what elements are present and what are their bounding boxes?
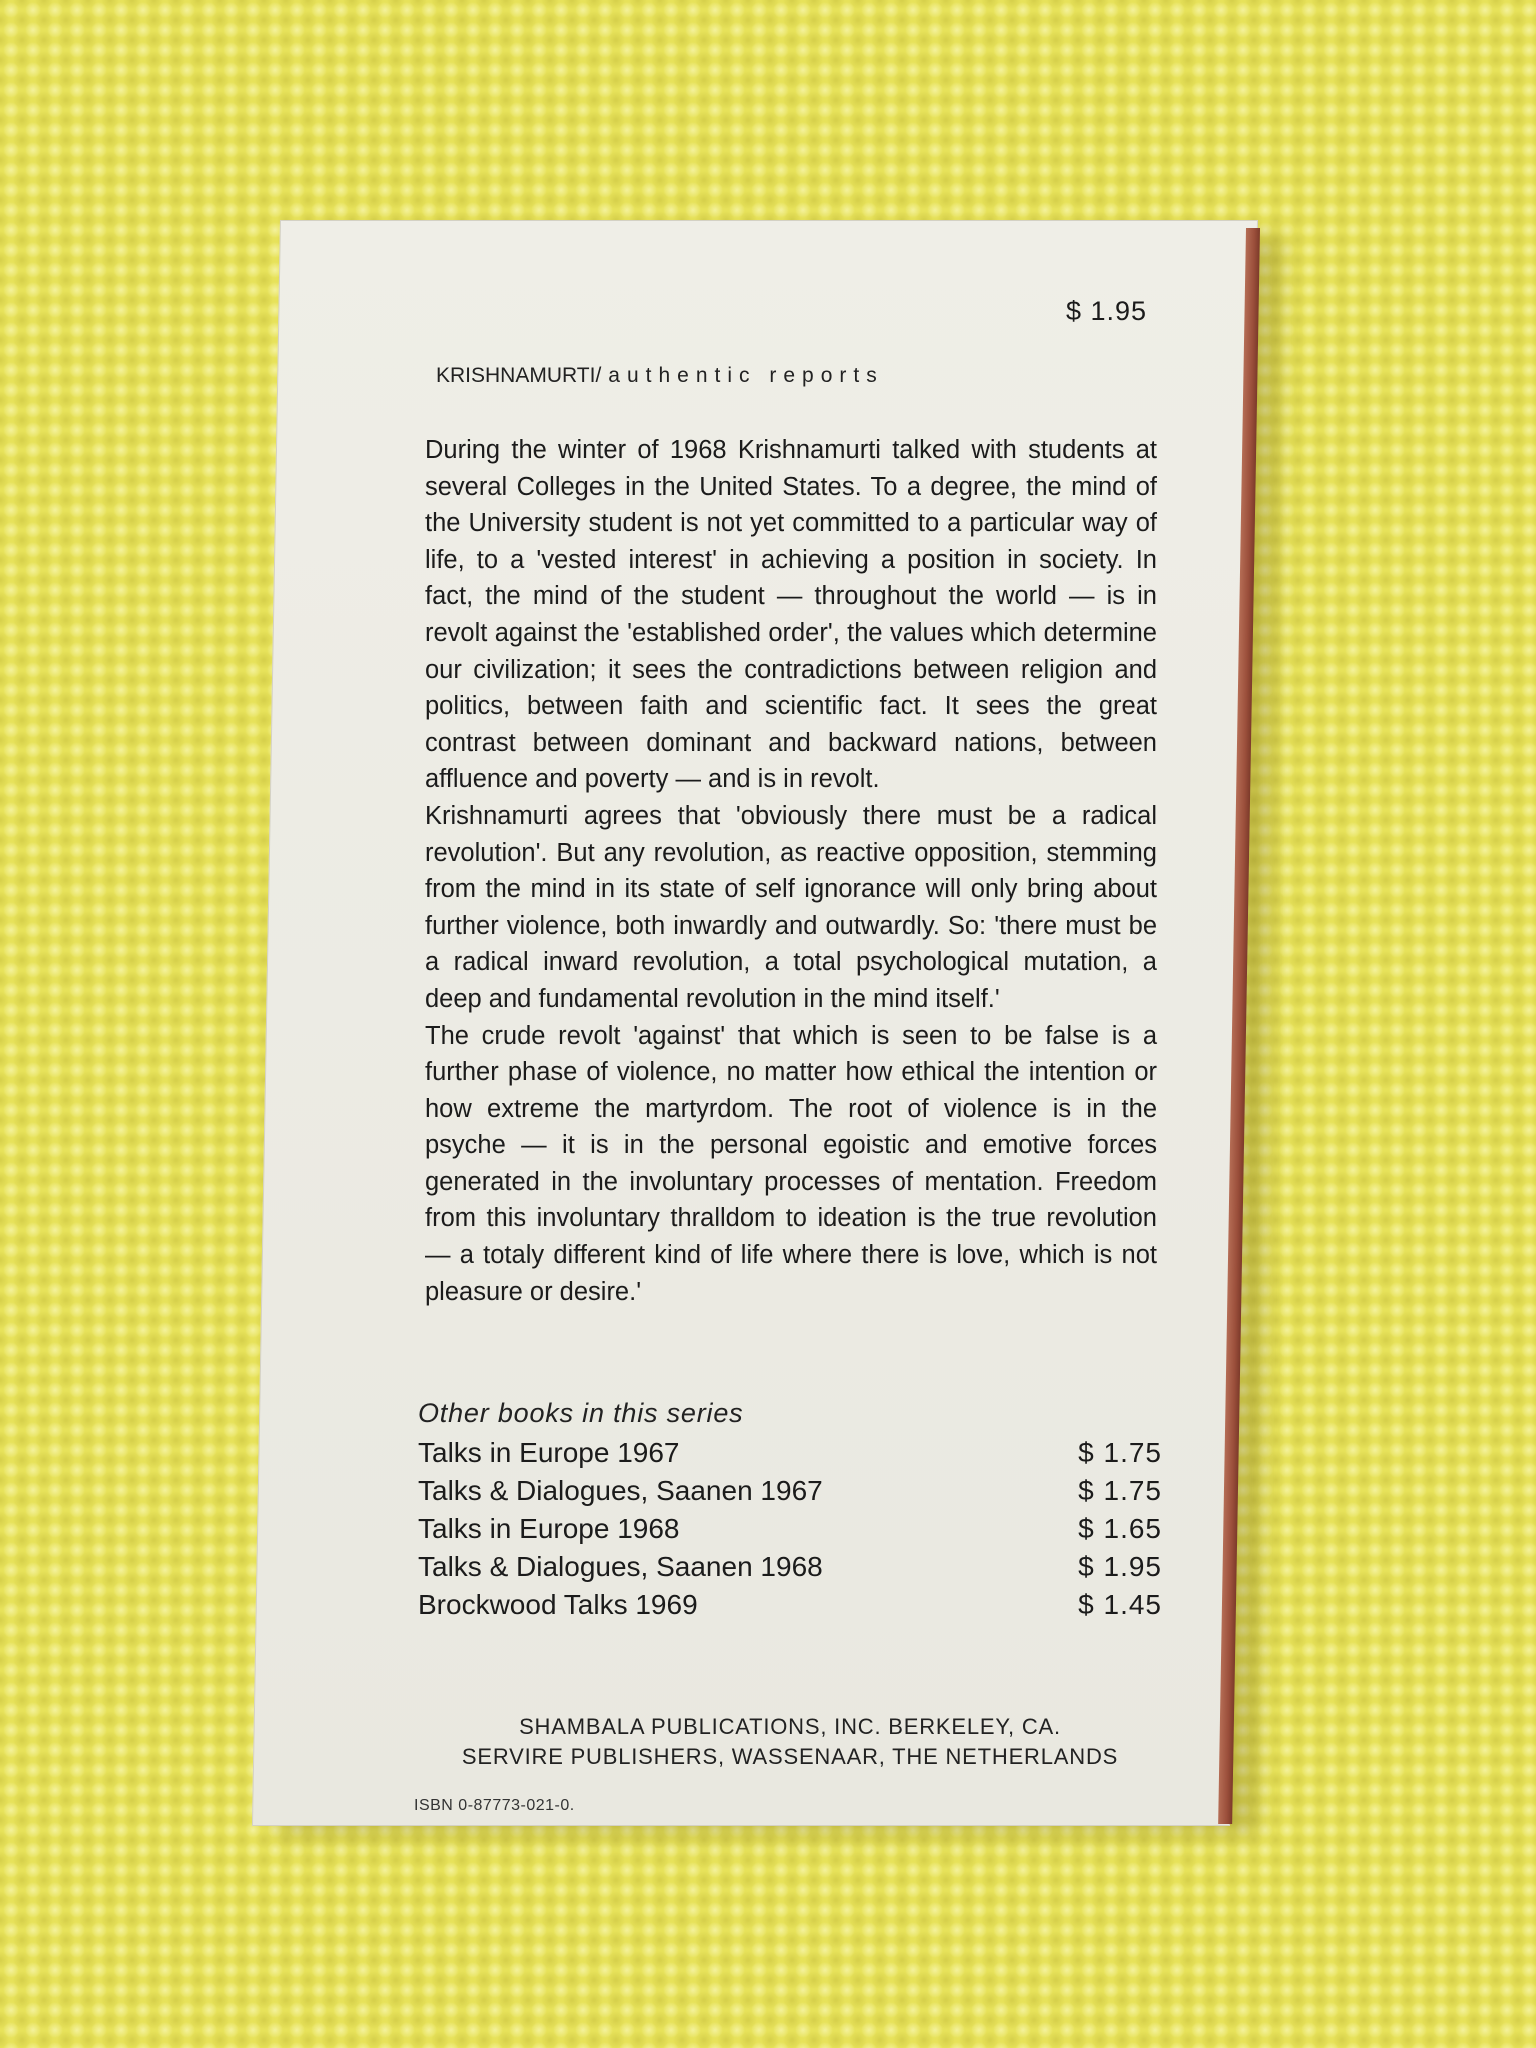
blurb-paragraph-3: The crude revolt 'against' that which is seen to be false is a further phase of violence, no matter how ethical the intention or how extreme the martyrdom. The root of violence is in the psyche — it is in the personal egoistic and emotive forces generated in the involuntary processes of mentation. Freedom from this involuntary thralldom to ideation is the true revolution — a totaly different kind of life where there is love, which is not pleasure or desire.': [425, 1021, 1157, 1306]
cover-price: $ 1.95: [1066, 296, 1148, 326]
publisher-line-2: SERVIRE PUBLISHERS, WASSENAAR, THE NETHERLANDS: [461, 1744, 1119, 1769]
book-price: $ 1.75: [1078, 1475, 1162, 1506]
book-title: Brockwood Talks 1969: [418, 1589, 698, 1620]
author-name: KRISHNAMURTI: [436, 364, 596, 387]
book-title: Talks & Dialogues, Saanen 1967: [418, 1475, 823, 1506]
blurb-paragraph-1: During the winter of 1968 Krishnamurti talked with students at several Colleges in the United States. To a degree, the mind of the University student is not yet committed to a particular way of life, to a 'vested interest' in achieving a position in society. In fact, the mind of the student — throughout the world — is in revolt against the 'established order', the values which determine our civilization; it sees the contradictions between religion and politics, between faith and scientific fact. It sees the great contrast between dominant and backward nations, between affluence and poverty — and is in revolt.: [425, 436, 1157, 794]
list-item: [418, 1589, 1162, 1627]
book-title: Talks in Europe 1967: [418, 1437, 680, 1468]
isbn-number: ISBN 0-87773-021-0.: [414, 1797, 575, 1814]
publisher-info: [400, 1712, 1180, 1772]
list-item: [418, 1551, 1162, 1589]
blurb-text: [425, 432, 1157, 1310]
list-item: [418, 1513, 1162, 1551]
series-name: /authentic reports: [595, 364, 884, 387]
series-header: [436, 364, 884, 388]
list-item: [418, 1437, 1162, 1475]
list-item: [418, 1475, 1162, 1513]
book-price: $ 1.75: [1078, 1437, 1162, 1468]
publisher-line-1: SHAMBALA PUBLICATIONS, INC. BERKELEY, CA.: [519, 1714, 1061, 1739]
book-price: $ 1.45: [1078, 1589, 1162, 1620]
blurb-paragraph-2: Krishnamurti agrees that 'obviously there must be a radical revolution'. But any revolution, as reactive opposition, stemming from the mind in its state of self ignorance will only bring about further violence, both inwardly and outwardly. So: 'there must be a radical inward revolution, a total psychological mutation, a deep and fundamental revolution in the mind itself.': [425, 801, 1157, 1013]
book-title: Talks in Europe 1968: [418, 1513, 680, 1544]
book-price: $ 1.65: [1078, 1513, 1162, 1544]
book-price: $ 1.95: [1078, 1551, 1162, 1582]
other-books-heading: Other books in this series: [418, 1398, 744, 1428]
other-books-list: [418, 1437, 1162, 1627]
book-title: Talks & Dialogues, Saanen 1968: [418, 1551, 823, 1582]
